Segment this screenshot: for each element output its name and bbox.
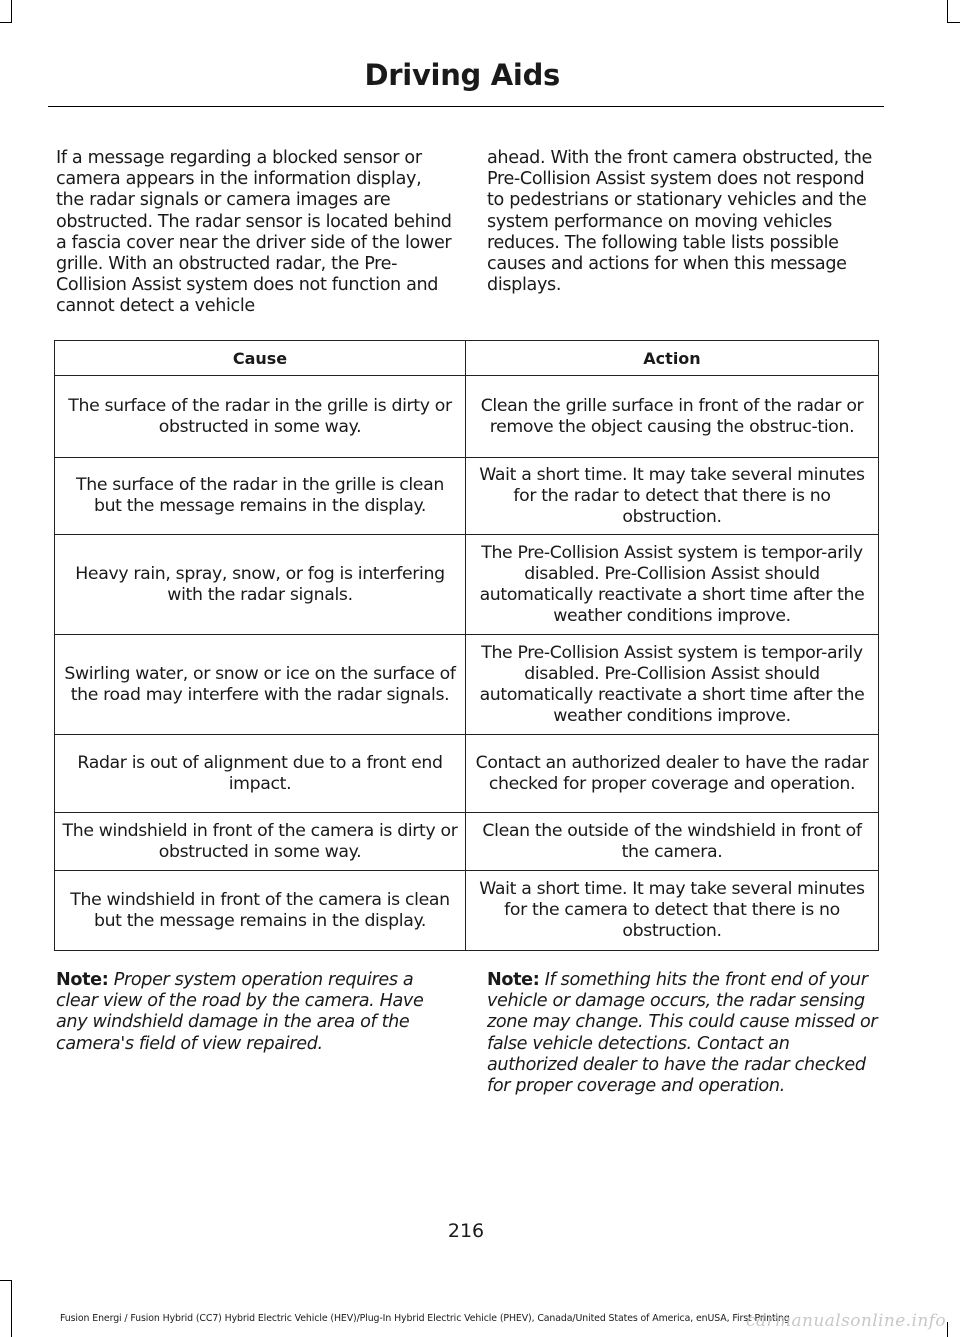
action-cell: Wait a short time. It may take several minutes for the camera to detect that there is no obstruction. bbox=[466, 871, 879, 951]
cause-cell: Heavy rain, spray, snow, or fog is interfering with the radar signals. bbox=[55, 535, 466, 635]
action-cell: Contact an authorized dealer to have the radar checked for proper coverage and operation. bbox=[466, 735, 879, 813]
table-row bbox=[55, 871, 879, 951]
watermark: carmanualsonline.info bbox=[745, 1311, 946, 1331]
column-header-cause: Cause bbox=[55, 341, 466, 376]
action-cell: Clean the grille surface in front of the radar or remove the object causing the obstruc-tion. bbox=[466, 376, 879, 458]
cause-cell: The windshield in front of the camera is dirty or obstructed in some way. bbox=[55, 813, 466, 871]
table-header-row bbox=[55, 341, 879, 376]
crop-mark-bottom-right-vertical bbox=[947, 1322, 948, 1337]
table-row bbox=[55, 813, 879, 871]
crop-mark-bottom-left-horizontal bbox=[0, 1280, 12, 1281]
column-header-action: Action bbox=[466, 341, 879, 376]
cause-action-table bbox=[54, 340, 879, 951]
note-text: Proper system operation requires a clear view of the road by the camera. Have any windshield damage in the area of the camera's field of view repaired. bbox=[56, 970, 424, 1054]
table-row bbox=[55, 458, 879, 535]
note-text: If something hits the front end of your vehicle or damage occurs, the radar sensing zone may change. This could cause missed or false vehicle detections. Contact an authorized dealer to have the radar checked for proper coverage and operation. bbox=[487, 970, 878, 1097]
footer-text: Fusion Energi / Fusion Hybrid (CC7) Hybrid Electric Vehicle (HEV)/Plug-In Hybrid Electric Vehicle (PHEV), Canada/United States of America, enUSA, First Printing bbox=[60, 1313, 790, 1324]
action-cell: Clean the outside of the windshield in front of the camera. bbox=[466, 813, 879, 871]
table-row bbox=[55, 376, 879, 458]
note-camera-view bbox=[56, 970, 452, 1055]
cause-cell: Radar is out of alignment due to a front end impact. bbox=[55, 735, 466, 813]
action-cell: Wait a short time. It may take several minutes for the radar to detect that there is no obstruction. bbox=[466, 458, 879, 535]
header-rule bbox=[48, 106, 884, 107]
crop-mark-top-right-horizontal bbox=[947, 22, 960, 23]
crop-mark-bottom-left-vertical bbox=[11, 1280, 12, 1337]
note-label: Note: bbox=[487, 970, 540, 990]
cause-cell: Swirling water, or snow or ice on the surface of the road may interfere with the radar signals. bbox=[55, 635, 466, 735]
cause-cell: The surface of the radar in the grille is dirty or obstructed in some way. bbox=[55, 376, 466, 458]
cause-cell: The windshield in front of the camera is clean but the message remains in the display. bbox=[55, 871, 466, 951]
crop-mark-top-left-horizontal bbox=[0, 22, 12, 23]
page-title: Driving Aids bbox=[364, 58, 560, 92]
crop-mark-top-left-vertical bbox=[11, 0, 12, 22]
table-row bbox=[55, 735, 879, 813]
table-row bbox=[55, 535, 879, 635]
note-radar-damage bbox=[487, 970, 883, 1097]
intro-paragraph-right: ahead. With the front camera obstructed, the Pre-Collision Assist system does not respond to pedestrians or stationary vehicles and the system performance on moving vehicles reduces. The following table lists possible causes and actions for when this message displays. bbox=[487, 148, 872, 296]
intro-paragraph-left: If a message regarding a blocked sensor or camera appears in the information display, the radar signals or camera images are obstructed. The radar sensor is located behind a fascia cover near the driver side of the lower grille. With an obstructed radar, the Pre-Collision Assist system does not function and cannot detect a vehicle bbox=[56, 148, 452, 317]
note-label: Note: bbox=[56, 970, 109, 990]
cause-cell: The surface of the radar in the grille is clean but the message remains in the display. bbox=[55, 458, 466, 535]
crop-mark-top-right-vertical bbox=[947, 0, 948, 22]
action-cell: The Pre-Collision Assist system is tempor-arily disabled. Pre-Collision Assist should automatically reactivate a short time after the weather conditions improve. bbox=[466, 635, 879, 735]
action-cell: The Pre-Collision Assist system is tempor-arily disabled. Pre-Collision Assist should automatically reactivate a short time after the weather conditions improve. bbox=[466, 535, 879, 635]
page-number: 216 bbox=[447, 1220, 485, 1242]
table-row bbox=[55, 635, 879, 735]
